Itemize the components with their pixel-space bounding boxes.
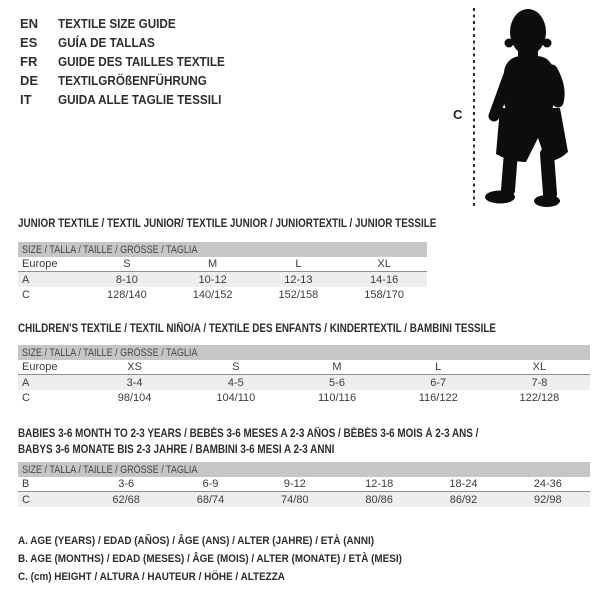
size-cell: 5-6 [329, 376, 345, 389]
size-cell: S [232, 361, 240, 373]
table-header-label: SIZE / TALLA / TAILLE / GRÖSSE / TAGLIA [22, 346, 198, 359]
size-cell: 6-7 [430, 376, 447, 389]
table-header-band [18, 242, 427, 257]
junior-size-table [18, 216, 437, 302]
size-cell: 4-5 [227, 376, 244, 389]
toddler-silhouette-icon [484, 4, 598, 210]
table-header-label: SIZE / TALLA / TAILLE / GRÖSSE / TAGLIA [22, 243, 198, 256]
language-label: GUIDA ALLE TAGLIE TESSILI [58, 92, 222, 107]
size-cell: L [435, 361, 442, 373]
size-cell: L [295, 258, 302, 270]
language-code: FR [20, 54, 38, 69]
size-cell: 80/86 [365, 493, 393, 506]
language-code: EN [20, 16, 39, 31]
size-cell: 12-18 [365, 478, 394, 490]
language-code: ES [20, 35, 38, 50]
size-cell: 158/170 [364, 288, 404, 301]
measurement-legend [18, 532, 445, 586]
size-cell: 62/68 [112, 493, 140, 506]
row-label: A [22, 376, 30, 389]
size-cell: 24-36 [533, 478, 562, 490]
size-cell: 98/104 [117, 391, 152, 404]
size-cell: 10-12 [198, 273, 227, 286]
table-title [18, 426, 590, 458]
row-label: C [22, 288, 30, 301]
table-title [18, 216, 437, 232]
size-cell: 116/122 [418, 391, 458, 404]
language-label: GUÍA DE TALLAS [58, 35, 155, 50]
size-cell: 12-13 [284, 273, 313, 286]
language-label: GUIDE DES TAILLES TEXTILE [58, 54, 225, 69]
language-row [20, 14, 243, 33]
size-cell: 92/98 [534, 493, 562, 506]
table-row [18, 257, 427, 272]
size-cell: 9-12 [283, 478, 306, 490]
table-header-label: SIZE / TALLA / TAILLE / GRÖSSE / TAGLIA [22, 463, 198, 476]
table-title [18, 321, 590, 337]
table-row [18, 477, 590, 492]
table-row [18, 272, 427, 287]
language-list [20, 14, 243, 109]
language-label: TEXTILE SIZE GUIDE [58, 16, 176, 31]
language-row [20, 52, 243, 71]
row-label: Europe [22, 361, 58, 373]
size-cell: 14-16 [370, 273, 399, 286]
size-cell: 6-9 [202, 478, 219, 490]
size-cell: 3-6 [118, 478, 135, 490]
row-label: B [22, 478, 30, 490]
size-cell: 8-10 [115, 273, 138, 286]
legend-line: B. AGE (MONTHS) / EDAD (MESES) / ÂGE (MOIS) / ALTER (MONATE) / ETÀ (MESI) [18, 553, 402, 565]
table-title-line: JUNIOR TEXTILE / TEXTIL JUNIOR/ TEXTILE JUNIOR / JUNIORTEXTIL / JUNIOR TESSILE [18, 218, 437, 230]
language-row [20, 33, 243, 52]
babies-size-table [18, 426, 590, 507]
size-cell: 152/158 [278, 288, 319, 301]
table-row [18, 375, 590, 390]
language-code: IT [20, 92, 32, 107]
table-row [18, 492, 590, 507]
table-row [18, 287, 427, 302]
language-label: TEXTILGRÖßENFÜHRUNG [58, 73, 207, 88]
size-cell: 104/110 [216, 391, 256, 404]
size-cell: 68/74 [196, 493, 225, 506]
height-measure-label: C [453, 107, 463, 122]
table-title-line: BABIES 3-6 MONTH TO 2-3 YEARS / BEBÉS 3-6 MESES A 2-3 AÑOS / BÉBÉS 3-6 MOIS À 2-3 ANS / [18, 428, 479, 440]
language-row [20, 71, 243, 90]
language-code: DE [20, 73, 39, 88]
size-cell: 18-24 [449, 478, 478, 490]
table-header-band [18, 462, 590, 477]
row-label: A [22, 273, 30, 286]
table-title-line: CHILDREN'S TEXTILE / TEXTIL NIÑO/A / TEXTILE DES ENFANTS / KINDERTEXTIL / BAMBINI TESSILE [18, 323, 497, 335]
size-cell: 140/152 [192, 288, 233, 301]
table-title-line: BABYS 3-6 MONATE BIS 2-3 JAHRE / BAMBINI 3-6 MESI A 2-3 ANNI [18, 444, 335, 456]
size-cell: XS [127, 361, 142, 373]
height-measure-dashed-line [473, 8, 475, 207]
language-row [20, 90, 243, 109]
row-label: C [22, 391, 30, 404]
row-label: Europe [22, 258, 58, 270]
size-cell: XL [377, 258, 391, 270]
size-cell: 74/80 [281, 493, 309, 506]
size-cell: S [123, 258, 131, 270]
size-cell: 3-4 [126, 376, 143, 389]
table-row [18, 360, 590, 375]
table-header-band [18, 345, 590, 360]
size-cell: XL [532, 361, 547, 373]
legend-line: A. AGE (YEARS) / EDAD (AÑOS) / ÂGE (ANS) / ALTER (JAHRE) / ETÀ (ANNI) [18, 535, 375, 547]
row-label: C [22, 493, 30, 506]
size-cell: 110/116 [317, 391, 357, 404]
children-size-table [18, 321, 590, 405]
size-cell: 128/140 [106, 288, 147, 301]
size-cell: M [208, 258, 218, 270]
size-cell: M [332, 361, 342, 373]
legend-line: C. (cm) HEIGHT / ALTURA / HAUTEUR / HÖHE / ALTEZZA [18, 571, 285, 583]
size-cell: 86/92 [449, 493, 478, 506]
size-cell: 7-8 [531, 376, 548, 389]
table-row [18, 390, 590, 405]
size-cell: 122/128 [519, 391, 560, 404]
